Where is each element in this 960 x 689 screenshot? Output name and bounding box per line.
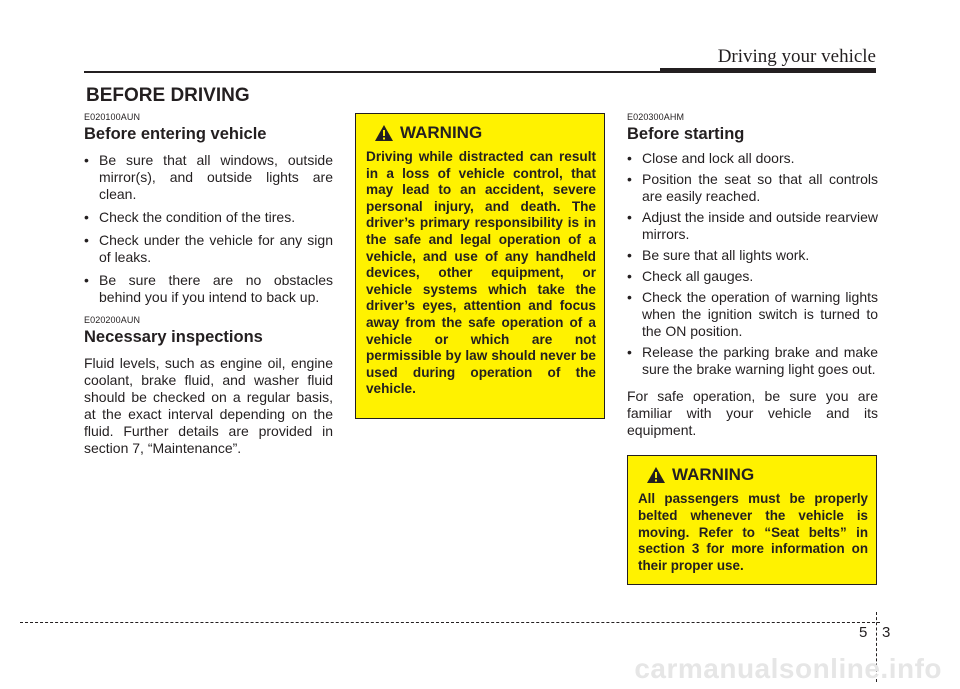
inspections-heading: Necessary inspections [84, 328, 263, 346]
list-item: • Check the operation of warning lights when the ignition switch is turned to the ON position. [627, 289, 878, 339]
list-item: • Position the seat so that all controls are easily reached. [627, 171, 878, 204]
list-item: • Be sure that all lights work. [627, 247, 810, 263]
section-title: BEFORE DRIVING [86, 85, 250, 106]
warning-box-distracted [355, 113, 605, 419]
list-item: • Check all gauges. [627, 268, 754, 284]
chapter-number: 5 [859, 624, 868, 641]
list-item: • Be sure there are no obstacles behind you if you intend to back up. [84, 272, 333, 305]
entering-heading: Before entering vehicle [84, 125, 267, 143]
warning-header [646, 465, 868, 485]
warning-header [374, 123, 596, 143]
starting-code: E020300AHM [627, 112, 685, 122]
warning-text: Driving while distracted can result in a loss of vehicle control, that may lead to an accident, severe personal injury, and death. The driver’s primary responsibility is in the safe and legal operation of a vehicle, and use of any handheld devices, other equipment, or vehicle systems which take the driver’s eyes, attention and focus away from the safe operation of a vehicle or which are not permissible by law should never be used during operation of the vehicle. [366, 149, 596, 397]
watermark: carmanualsonline.info [634, 653, 942, 684]
list-item: • Adjust the inside and outside rearview mirrors. [627, 209, 878, 242]
list-item: • Check the condition of the tires. [84, 209, 296, 225]
list-item: • Release the parking brake and make sure the brake warning light goes out. [627, 344, 878, 377]
header-rule-accent [660, 68, 876, 73]
warning-label: WARNING [400, 123, 483, 142]
starting-text: For safe operation, be sure you are familiar with your vehicle and its equipment. [627, 388, 878, 438]
entering-code: E020100AUN [84, 112, 141, 122]
warning-triangle-icon [374, 124, 394, 142]
footer-dashed-rule [20, 622, 880, 623]
starting-heading: Before starting [627, 125, 745, 143]
entering-bullet-list [84, 152, 333, 312]
starting-bullet-list [627, 150, 878, 382]
list-item: • Close and lock all doors. [627, 150, 795, 166]
warning-text: All passengers must be properly belted whenever the vehicle is moving. Refer to “Seat belts” in section 3 for more information on their proper use. [638, 491, 868, 574]
warning-triangle-icon [646, 466, 666, 484]
page-number: 3 [882, 624, 891, 641]
list-item: • Be sure that all windows, outside mirror(s), and outside lights are clean. [84, 152, 333, 202]
header-title: Driving your vehicle [717, 46, 876, 67]
inspections-code: E020200AUN [84, 315, 141, 325]
inspections-text: Fluid levels, such as engine oil, engine coolant, brake fluid, and washer fluid should be checked on a regular basis, at the exact interval depending on the fluid. Further details are provided in section 7, “Maintenance”. [84, 355, 333, 456]
warning-box-seatbelts [627, 455, 877, 585]
warning-label: WARNING [672, 465, 755, 484]
list-item: • Check under the vehicle for any sign of leaks. [84, 232, 333, 265]
